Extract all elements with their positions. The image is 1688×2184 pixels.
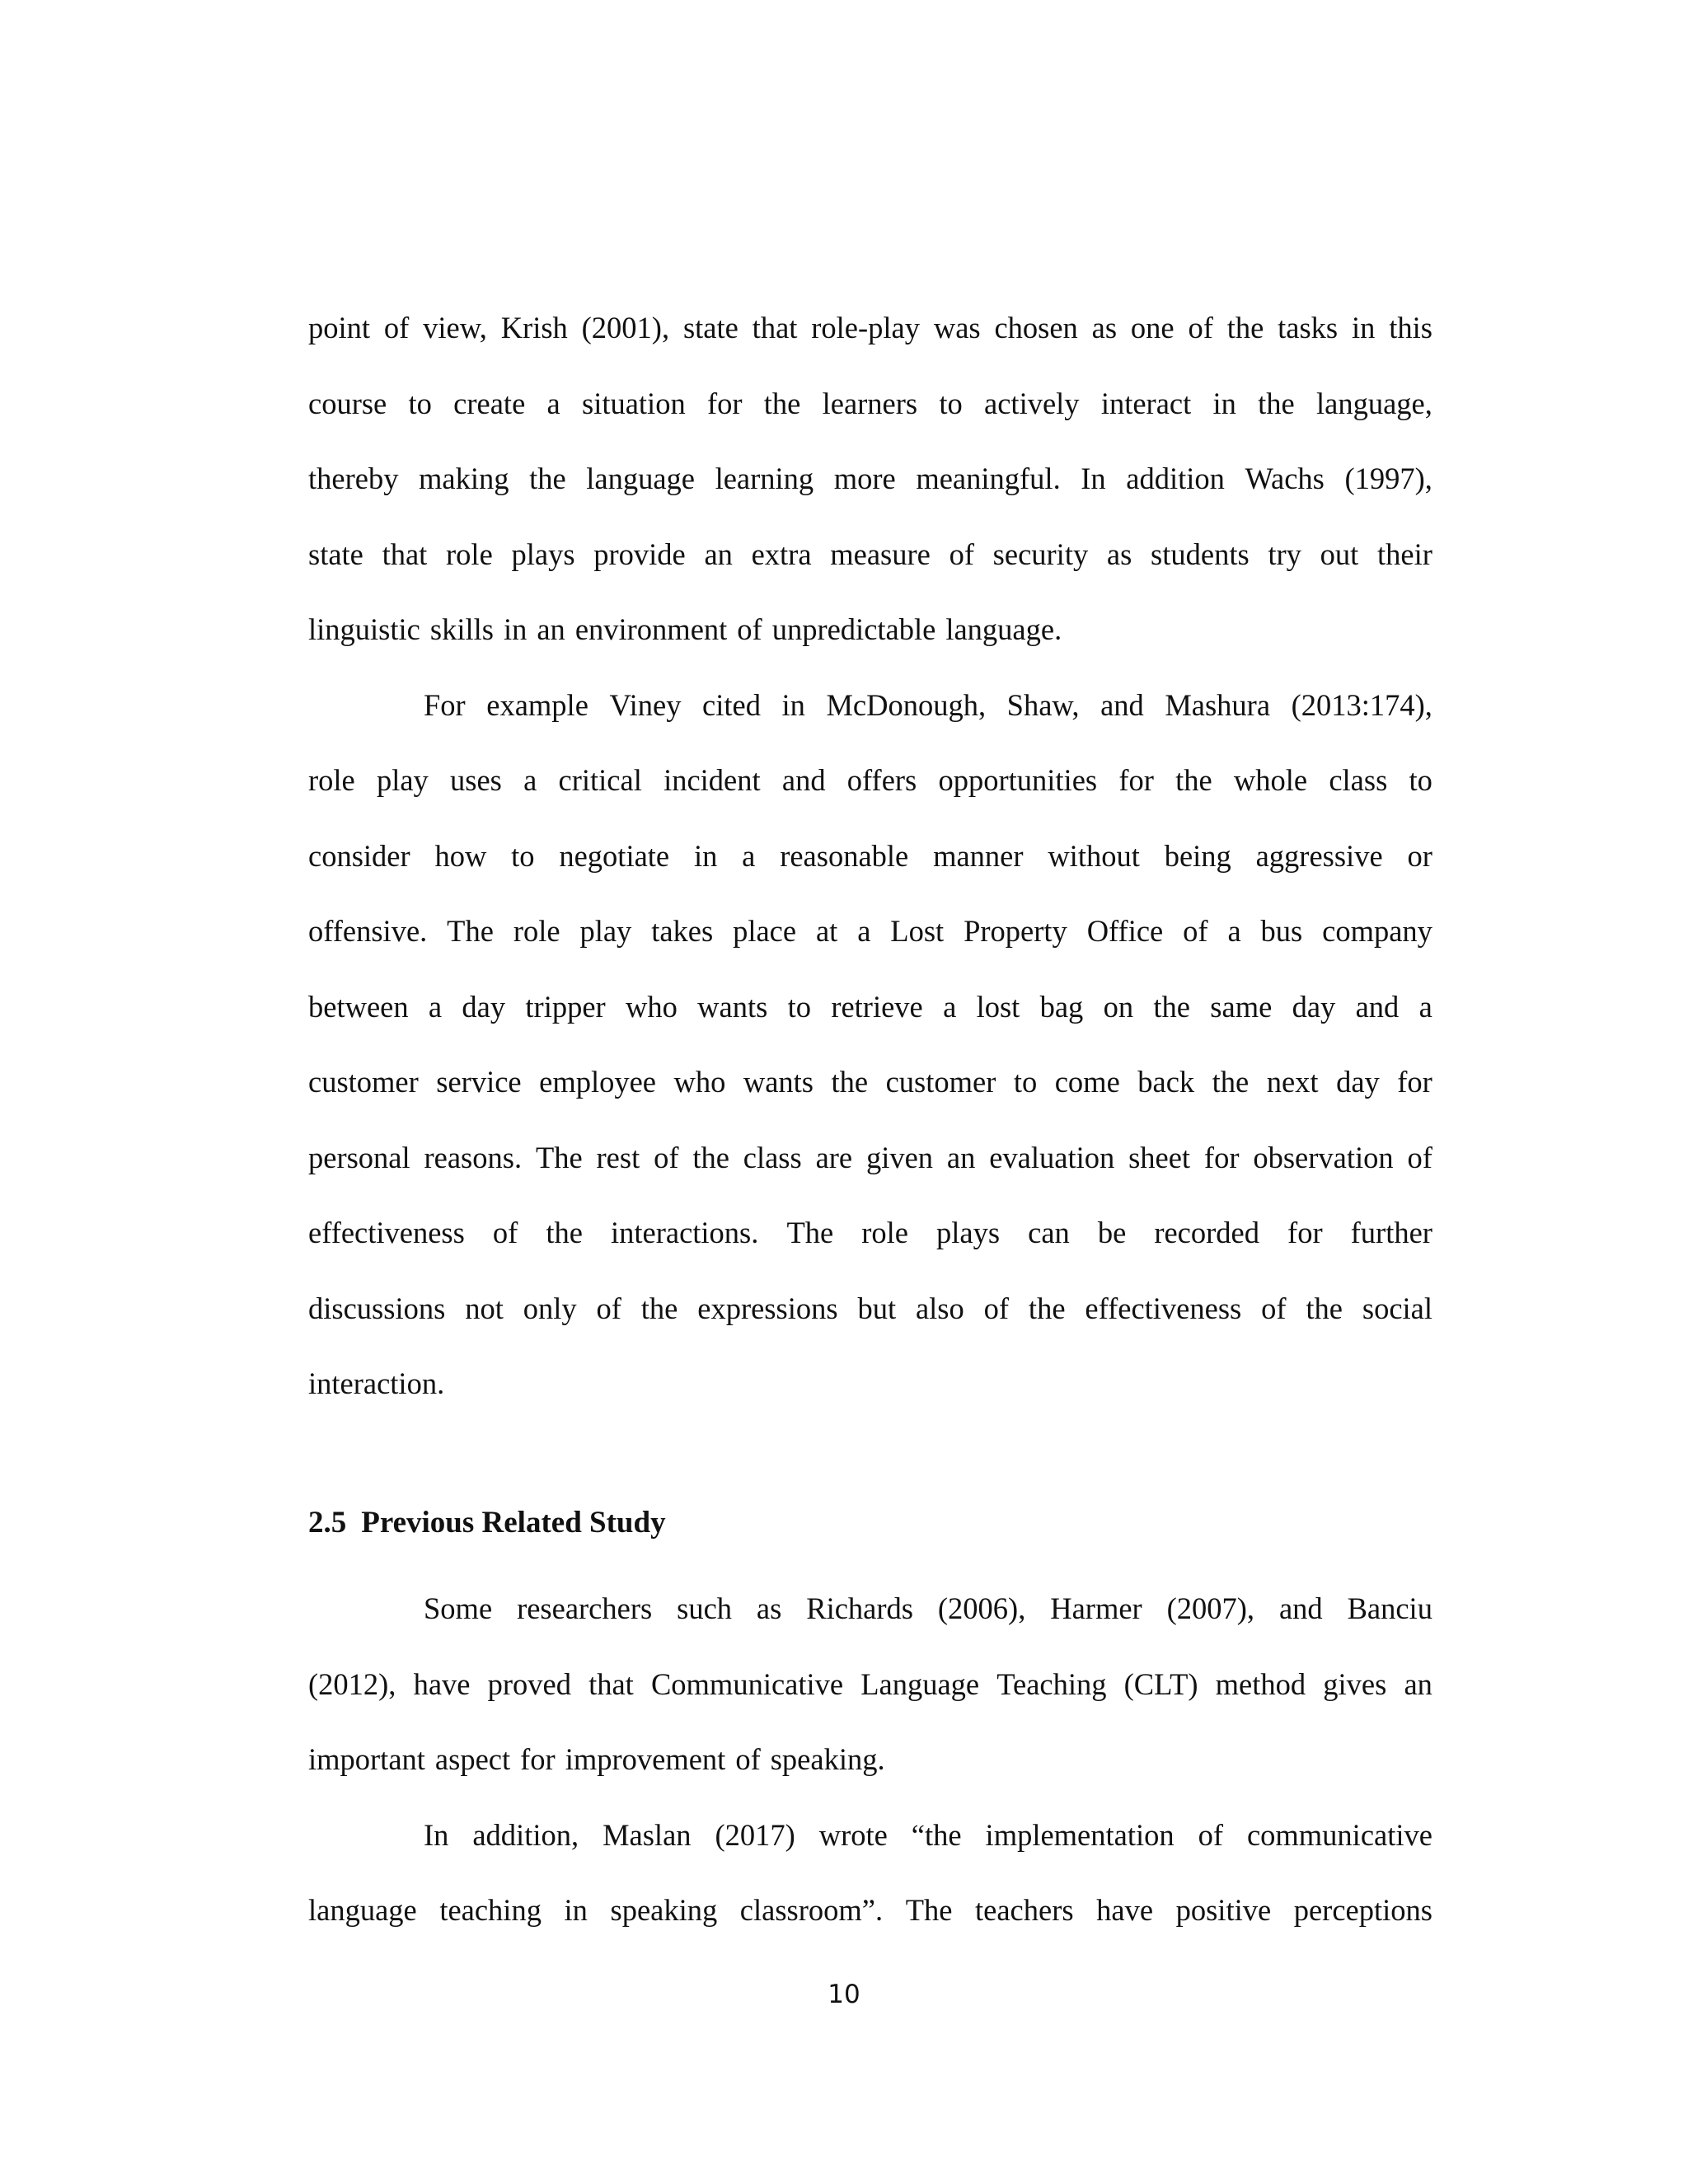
word: (2001),	[581, 311, 670, 344]
word: sheet	[1128, 1140, 1191, 1174]
text-line	[308, 290, 1432, 366]
word: teachers	[975, 1893, 1074, 1927]
word: a	[1418, 989, 1432, 1024]
word: For	[424, 687, 466, 722]
word: manner	[933, 838, 1024, 873]
word: in	[1212, 386, 1236, 420]
word: consider	[308, 838, 410, 873]
word: linguistic	[308, 612, 420, 646]
word: Language	[860, 1666, 980, 1701]
word: for	[1203, 1140, 1240, 1174]
word: (2017)	[715, 1817, 795, 1852]
word: have	[413, 1666, 471, 1701]
word: state	[308, 537, 363, 571]
word: (2012),	[308, 1666, 396, 1701]
word: bag	[1039, 989, 1084, 1024]
word: the	[546, 1216, 583, 1249]
word: who	[626, 989, 678, 1024]
word: in	[1351, 311, 1376, 344]
text-line	[308, 1346, 1432, 1422]
word: wants	[743, 1065, 814, 1099]
word: Mashura	[1165, 687, 1271, 722]
word: making	[419, 462, 509, 495]
word: thereby	[308, 462, 399, 495]
word: as	[1091, 311, 1118, 344]
word: personal	[308, 1140, 410, 1174]
word: for	[706, 386, 743, 420]
word: social	[1362, 1291, 1432, 1325]
word: of	[596, 1291, 621, 1325]
word: (1997),	[1344, 462, 1432, 495]
word: of	[383, 311, 410, 344]
word: Krish	[500, 311, 568, 344]
word: learners	[822, 386, 918, 420]
word: aggressive	[1255, 838, 1383, 873]
word: next	[1266, 1065, 1319, 1099]
word: takes	[651, 914, 714, 948]
word: rest	[596, 1140, 640, 1174]
word: day	[1336, 1065, 1380, 1099]
word: Communicative	[650, 1666, 844, 1701]
text-line	[308, 1872, 1432, 1948]
word: addition	[1126, 462, 1225, 495]
word: Shaw,	[1006, 687, 1080, 722]
word: the	[831, 1065, 869, 1099]
word: situation	[581, 386, 686, 420]
word: measure	[830, 537, 931, 571]
word: students	[1151, 537, 1250, 571]
word: the	[1306, 1291, 1343, 1325]
word: security	[992, 537, 1089, 571]
word: critical	[558, 763, 642, 797]
word: a	[943, 989, 957, 1024]
word: one	[1130, 311, 1175, 344]
word: tripper	[525, 989, 606, 1024]
word: environment	[574, 612, 728, 646]
word: that	[382, 537, 428, 571]
word: point	[308, 311, 371, 344]
word: positive	[1175, 1893, 1272, 1927]
word: as	[1106, 537, 1132, 571]
word: the	[1175, 763, 1212, 797]
word: Property	[964, 914, 1067, 948]
word: reasonable	[780, 838, 909, 873]
word: and	[1278, 1591, 1323, 1625]
text-line	[308, 1195, 1432, 1271]
word: discussions	[308, 1291, 446, 1325]
text-line	[308, 893, 1432, 969]
word: to	[787, 989, 812, 1024]
word: role	[861, 1216, 908, 1249]
word: between	[308, 989, 409, 1024]
word: implementation	[985, 1817, 1175, 1852]
word: the	[529, 462, 566, 495]
word: interact	[1100, 386, 1192, 420]
word: for	[1287, 1216, 1323, 1249]
word: role	[446, 537, 493, 571]
text-line	[308, 1271, 1432, 1347]
word: speaking	[610, 1893, 718, 1927]
word: teaching	[439, 1893, 542, 1927]
word: Maslan	[603, 1817, 692, 1852]
word: bus	[1260, 914, 1303, 948]
page-number: 10	[828, 1980, 860, 2009]
word: opportunities	[938, 763, 1098, 797]
word: further	[1350, 1216, 1432, 1249]
text-line	[308, 743, 1432, 818]
word: the	[1212, 1065, 1250, 1099]
word: lost	[976, 989, 1020, 1024]
word: wrote	[818, 1817, 888, 1852]
word: a	[857, 914, 871, 948]
word: McDonough,	[826, 687, 987, 722]
text-line	[308, 592, 1432, 668]
word: on	[1103, 989, 1134, 1024]
word: come	[1054, 1065, 1120, 1099]
paragraph	[308, 1571, 1432, 1797]
word: company	[1322, 914, 1432, 948]
word: that	[752, 311, 798, 344]
word: Viney	[609, 687, 682, 722]
word: effectiveness	[1085, 1291, 1242, 1325]
word: an	[704, 537, 733, 571]
word: the	[1153, 989, 1190, 1024]
word: their	[1377, 537, 1432, 571]
word: a	[428, 989, 443, 1024]
word: to	[1013, 1065, 1038, 1099]
word: plays	[511, 537, 575, 571]
word: uses	[450, 763, 502, 797]
word: example	[486, 687, 588, 722]
word: recorded	[1154, 1216, 1259, 1249]
word: of	[1261, 1291, 1287, 1325]
word: effectiveness	[308, 1216, 465, 1249]
text-line	[308, 1571, 1432, 1647]
word: also	[915, 1291, 964, 1325]
word: In	[424, 1817, 449, 1852]
word: role	[513, 914, 560, 948]
word: in	[781, 687, 805, 722]
word: an	[537, 612, 565, 646]
word: retrieve	[831, 989, 923, 1024]
word: addition,	[472, 1817, 579, 1852]
word: “the	[911, 1817, 962, 1852]
word: Office	[1086, 914, 1164, 948]
word: language	[308, 1893, 417, 1927]
text-line	[308, 668, 1432, 743]
word: skills	[429, 612, 494, 646]
word: communicative	[1246, 1817, 1432, 1852]
word: method	[1215, 1666, 1306, 1701]
word: without	[1048, 838, 1140, 873]
word: evaluation	[989, 1140, 1115, 1174]
word: actively	[984, 386, 1080, 420]
word: In	[1081, 462, 1106, 495]
word: Lost	[890, 914, 945, 948]
word: of	[492, 1216, 518, 1249]
word: view,	[423, 311, 487, 344]
word: customer	[308, 1065, 419, 1099]
word: expressions	[697, 1291, 838, 1325]
word: improvement	[565, 1742, 726, 1776]
word: whole	[1233, 763, 1308, 797]
word: language	[586, 462, 696, 495]
word: to	[511, 838, 535, 873]
word: aspect	[434, 1742, 511, 1776]
word: as	[756, 1591, 782, 1625]
word: service	[436, 1065, 522, 1099]
word: for	[1118, 763, 1154, 797]
word: interaction.	[308, 1366, 445, 1400]
word: a	[1227, 914, 1241, 948]
word: a	[742, 838, 756, 873]
word: and	[1355, 989, 1400, 1024]
word: reasons.	[424, 1140, 523, 1174]
word: given	[865, 1140, 934, 1174]
word: meaningful.	[916, 462, 1061, 495]
word: Banciu	[1347, 1591, 1432, 1625]
word: Harmer	[1050, 1591, 1142, 1625]
word: incident	[663, 763, 761, 797]
word: same	[1210, 989, 1273, 1024]
word: this	[1389, 311, 1432, 344]
text-line	[308, 969, 1432, 1045]
word: in	[564, 1893, 588, 1927]
word: speaking.	[770, 1742, 885, 1776]
word: play	[579, 914, 632, 948]
word: offers	[846, 763, 917, 797]
word: a	[523, 763, 537, 797]
word: the	[1028, 1291, 1066, 1325]
word: (2013:174),	[1291, 687, 1432, 722]
word: can	[1028, 1216, 1070, 1249]
section-heading	[308, 1493, 666, 1553]
word: tasks	[1278, 311, 1339, 344]
word: be	[1097, 1216, 1127, 1249]
word: an	[946, 1140, 976, 1174]
word: of	[1188, 311, 1213, 344]
word: (2007),	[1166, 1591, 1255, 1625]
word: The	[905, 1893, 953, 1927]
word: employee	[539, 1065, 657, 1099]
word: place	[733, 914, 797, 948]
word: interactions.	[610, 1216, 759, 1249]
word: customer	[885, 1065, 996, 1099]
word: observation	[1253, 1140, 1394, 1174]
word: of	[737, 612, 762, 646]
text-line	[308, 441, 1432, 517]
word: gives	[1323, 1666, 1387, 1701]
text-line	[308, 1797, 1432, 1873]
paragraph	[308, 1797, 1432, 1948]
text-line	[308, 1044, 1432, 1120]
word: to	[408, 386, 432, 420]
word: offensive.	[308, 914, 428, 948]
word: out	[1320, 537, 1359, 571]
word: to	[1409, 763, 1432, 797]
word: are	[815, 1140, 853, 1174]
section-title: Previous Related Study	[361, 1506, 666, 1540]
word: learning	[715, 462, 814, 495]
word: Some	[424, 1591, 493, 1625]
text-line	[308, 1120, 1432, 1196]
word: provide	[593, 537, 686, 571]
word: (CLT)	[1123, 1666, 1198, 1701]
word: a	[546, 386, 560, 420]
paragraph	[308, 290, 1432, 668]
text-line	[308, 818, 1432, 894]
word: such	[677, 1591, 733, 1625]
word: of	[654, 1140, 679, 1174]
word: was	[933, 311, 981, 344]
word: day	[1292, 989, 1336, 1024]
word: role-play	[811, 311, 920, 344]
text-line	[308, 1722, 1432, 1797]
word: play	[376, 763, 429, 797]
word: of	[983, 1291, 1010, 1325]
word: that	[588, 1666, 634, 1701]
word: language,	[1316, 386, 1432, 420]
word: the	[1226, 311, 1264, 344]
word: but	[857, 1291, 897, 1325]
word: The	[535, 1140, 583, 1174]
word: language.	[945, 612, 1062, 646]
word: try	[1268, 537, 1301, 571]
word: of	[1407, 1140, 1432, 1174]
text-line	[308, 517, 1432, 593]
word: day	[462, 989, 506, 1024]
word: Teaching	[996, 1666, 1107, 1701]
word: chosen	[994, 311, 1078, 344]
word: create	[453, 386, 526, 420]
word: cited	[702, 687, 761, 722]
word: class	[743, 1140, 802, 1174]
word: back	[1137, 1065, 1195, 1099]
word: for	[520, 1742, 556, 1776]
word: at	[815, 914, 838, 948]
word: an	[1404, 1666, 1432, 1701]
word: in	[503, 612, 528, 646]
word: the	[763, 386, 801, 420]
word: course	[308, 386, 387, 420]
word: the	[692, 1140, 729, 1174]
word: classroom”.	[739, 1893, 884, 1927]
word: to	[939, 386, 963, 420]
word: of	[1198, 1817, 1223, 1852]
word: wants	[697, 989, 768, 1024]
word: role	[308, 763, 355, 797]
word: The	[447, 914, 494, 948]
section-number: 2.5	[308, 1506, 347, 1540]
text-line	[308, 1647, 1432, 1722]
word: extra	[751, 537, 812, 571]
word: Richards	[806, 1591, 913, 1625]
word: important	[308, 1742, 425, 1776]
paragraph	[308, 668, 1432, 1422]
word: Wachs	[1245, 462, 1325, 495]
word: researchers	[517, 1591, 653, 1625]
word: the	[1258, 386, 1295, 420]
word: how	[434, 838, 487, 873]
word: not	[465, 1291, 504, 1325]
word: The	[786, 1216, 834, 1249]
word: being	[1164, 838, 1231, 873]
word: unpredictable	[771, 612, 936, 646]
word: or	[1407, 838, 1432, 873]
word: who	[673, 1065, 726, 1099]
word: of	[1183, 914, 1208, 948]
word: state	[682, 311, 738, 344]
word: negotiate	[559, 838, 670, 873]
word: (2006),	[937, 1591, 1026, 1625]
text-line	[308, 366, 1432, 442]
word: the	[640, 1291, 678, 1325]
word: have	[1096, 1893, 1154, 1927]
word: perceptions	[1293, 1893, 1432, 1927]
word: and	[1100, 687, 1144, 722]
word: class	[1329, 763, 1388, 797]
word: only	[523, 1291, 577, 1325]
word: proved	[487, 1666, 571, 1701]
word: more	[833, 462, 896, 495]
word: for	[1397, 1065, 1432, 1099]
word: in	[693, 838, 718, 873]
word: plays	[936, 1216, 1001, 1249]
word: of	[735, 1742, 761, 1776]
word: of	[949, 537, 974, 571]
word: and	[781, 763, 826, 797]
